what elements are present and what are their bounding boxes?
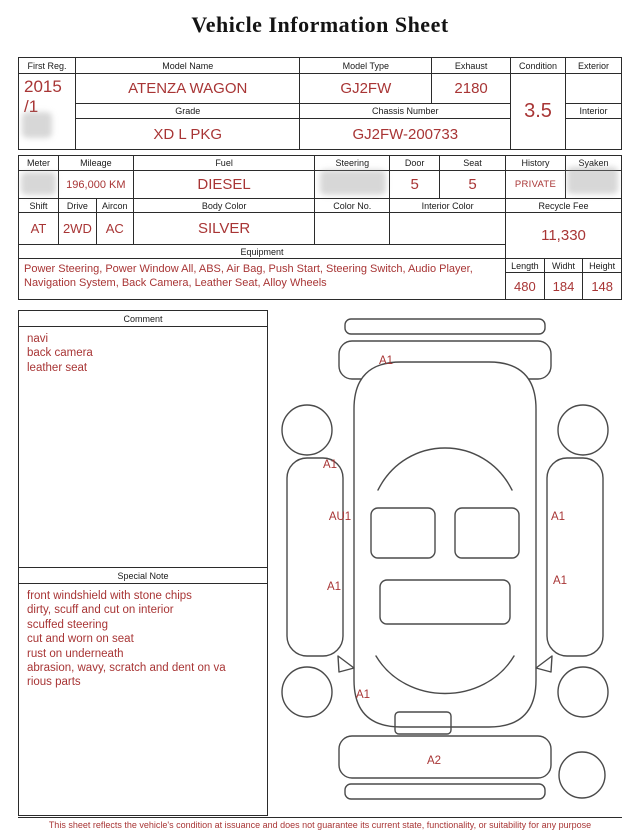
steering-label: Steering bbox=[315, 156, 390, 170]
comment-line: leather seat bbox=[27, 361, 88, 374]
history-label: History bbox=[506, 156, 566, 170]
model-name-label: Model Name bbox=[76, 58, 300, 73]
right-mirror-icon bbox=[536, 656, 552, 672]
spec-value-row-2 bbox=[19, 213, 505, 245]
mileage-label: Mileage bbox=[59, 156, 134, 170]
interior-color-value-cell bbox=[390, 213, 505, 244]
width-value: 184 bbox=[545, 273, 584, 299]
height-label: Height bbox=[589, 260, 616, 271]
special-note-label: Special Note bbox=[19, 568, 267, 584]
condition-section bbox=[511, 58, 621, 149]
exterior-value-cell bbox=[566, 74, 621, 104]
special-note-line: rust on underneath bbox=[27, 647, 124, 660]
syaken-label: Syaken bbox=[578, 158, 609, 168]
model-section bbox=[76, 58, 511, 149]
spec-left bbox=[19, 156, 506, 299]
history-value: PRIVATE bbox=[506, 171, 566, 198]
chassis-number-value: GJ2FW-200733 bbox=[352, 125, 459, 143]
first-reg-cell bbox=[19, 58, 76, 149]
recycle-fee-label: Recycle Fee bbox=[506, 199, 621, 213]
model-name-value: ATENZA WAGON bbox=[76, 74, 300, 103]
left-door-panel bbox=[287, 458, 343, 656]
fuel-value: DIESEL bbox=[134, 171, 316, 198]
car-body-outline bbox=[354, 362, 536, 727]
special-note-line: rious parts bbox=[27, 676, 81, 689]
dimension-value-row bbox=[506, 273, 621, 299]
special-note-line: cut and worn on seat bbox=[27, 633, 134, 646]
color-no-label: Color No. bbox=[315, 199, 390, 212]
width-label: Widht bbox=[545, 259, 584, 272]
damage-label: A2 bbox=[426, 755, 442, 767]
condition-label: Condition bbox=[511, 58, 565, 74]
exterior-label: Exterior bbox=[566, 58, 621, 74]
interior-value-cell bbox=[566, 119, 621, 149]
dimension-header-row bbox=[506, 259, 621, 273]
seat-value: 5 bbox=[468, 176, 477, 193]
grade-value-row bbox=[76, 119, 510, 149]
damage-label: AU1 bbox=[328, 511, 352, 523]
equipment-value: Power Steering, Power Window All, ABS, Air Bag, Push Start, Steering Switch, Audio Player, Navigation System, Back Camera, Leather Seat, Alloy Wheels bbox=[24, 263, 473, 290]
history-header-row bbox=[506, 156, 621, 171]
damage-label: A1 bbox=[322, 459, 338, 471]
first-reg-year: 2015 bbox=[24, 77, 62, 96]
body-color-label: Body Color bbox=[134, 199, 316, 212]
door-label: Door bbox=[390, 156, 440, 170]
spec-header-row-1 bbox=[19, 156, 505, 171]
first-reg-label: First Reg. bbox=[19, 58, 75, 74]
shift-label: Shift bbox=[19, 199, 59, 212]
model-value-row bbox=[76, 74, 510, 104]
special-note-body bbox=[19, 584, 267, 815]
chassis-number-label: Chassis Number bbox=[371, 106, 439, 116]
spec-table bbox=[18, 155, 622, 300]
spare-wheel bbox=[559, 752, 605, 798]
fuel-label: Fuel bbox=[134, 156, 316, 170]
meter-value-cell bbox=[19, 171, 59, 198]
shift-value: AT bbox=[19, 213, 59, 244]
spec-right bbox=[506, 156, 621, 299]
special-note-line: front windshield with stone chips bbox=[27, 590, 192, 602]
model-type-label: Model Type bbox=[300, 58, 432, 73]
condition-cell bbox=[511, 58, 566, 149]
grade-value: XD L PKG bbox=[76, 119, 300, 149]
equipment-label: Equipment bbox=[19, 245, 505, 259]
meter-label: Meter bbox=[19, 156, 59, 170]
left-mirror-icon bbox=[338, 656, 354, 672]
first-reg-month: /1 bbox=[24, 96, 39, 116]
length-value: 480 bbox=[506, 273, 545, 299]
door-value: 5 bbox=[390, 171, 440, 198]
recycle-fee-value: 11,330 bbox=[506, 213, 621, 259]
drive-label: Drive bbox=[59, 199, 97, 212]
drive-value: 2WD bbox=[59, 213, 97, 244]
interior-label: Interior bbox=[566, 104, 621, 119]
steering-value-cell bbox=[315, 171, 390, 198]
mileage-value: 196,000 KM bbox=[59, 171, 134, 198]
special-note-line: scuffed steering bbox=[27, 618, 108, 631]
height-value: 148 bbox=[591, 278, 614, 294]
front-trim-strip bbox=[345, 784, 545, 799]
damage-label: A1 bbox=[326, 581, 342, 593]
page-title: Vehicle Information Sheet bbox=[191, 12, 449, 37]
disclaimer-text: This sheet reflects the vehicle's condition at issuance and does not guarantee its current state, functionality, or suitability for any purpose bbox=[48, 820, 592, 830]
right-door-panel bbox=[547, 458, 603, 656]
model-header-row bbox=[76, 58, 510, 74]
aircon-label: Aircon bbox=[97, 199, 134, 212]
front-bumper bbox=[339, 736, 551, 778]
damage-label: A1 bbox=[355, 689, 371, 701]
comment-line: back camera bbox=[27, 347, 93, 360]
body-color-value: SILVER bbox=[134, 213, 316, 244]
model-type-value: GJ2FW bbox=[300, 74, 432, 103]
spec-header-row-2 bbox=[19, 199, 505, 213]
seat-label: Seat bbox=[463, 158, 482, 168]
exhaust-label: Exhaust bbox=[454, 60, 488, 71]
grade-header-row bbox=[76, 104, 510, 119]
car-top-view-diagram bbox=[268, 312, 622, 816]
damage-label: A1 bbox=[550, 511, 566, 523]
special-note-line: abrasion, wavy, scratch and dent on va bbox=[27, 661, 226, 674]
footer-divider bbox=[18, 817, 622, 818]
spec-value-row-1 bbox=[19, 171, 505, 199]
damage-label: A1 bbox=[378, 355, 394, 367]
exterior-interior-cell bbox=[566, 58, 621, 149]
aircon-value: AC bbox=[97, 213, 134, 244]
first-reg-value bbox=[19, 74, 75, 149]
syaken-value-cell bbox=[566, 171, 621, 198]
registration-table bbox=[18, 57, 622, 150]
color-no-value-cell bbox=[315, 213, 390, 244]
damage-label: A1 bbox=[552, 575, 568, 587]
comment-panel bbox=[18, 310, 268, 816]
history-value-row bbox=[506, 171, 621, 199]
interior-color-label: Interior Color bbox=[421, 200, 474, 211]
length-label: Length bbox=[506, 259, 545, 272]
condition-value: 3.5 bbox=[524, 100, 552, 122]
wheel-rear-left bbox=[282, 405, 332, 455]
grade-label: Grade bbox=[76, 104, 300, 118]
wheel-rear-right bbox=[558, 405, 608, 455]
wheel-front-left bbox=[282, 667, 332, 717]
wheel-front-right bbox=[558, 667, 608, 717]
comment-body bbox=[19, 327, 267, 568]
comment-label: Comment bbox=[19, 311, 267, 327]
rear-trim-strip bbox=[345, 319, 545, 334]
comment-line: navi bbox=[27, 333, 49, 345]
special-note-line: dirty, scuff and cut on interior bbox=[27, 604, 174, 617]
exhaust-value: 2180 bbox=[454, 80, 488, 97]
